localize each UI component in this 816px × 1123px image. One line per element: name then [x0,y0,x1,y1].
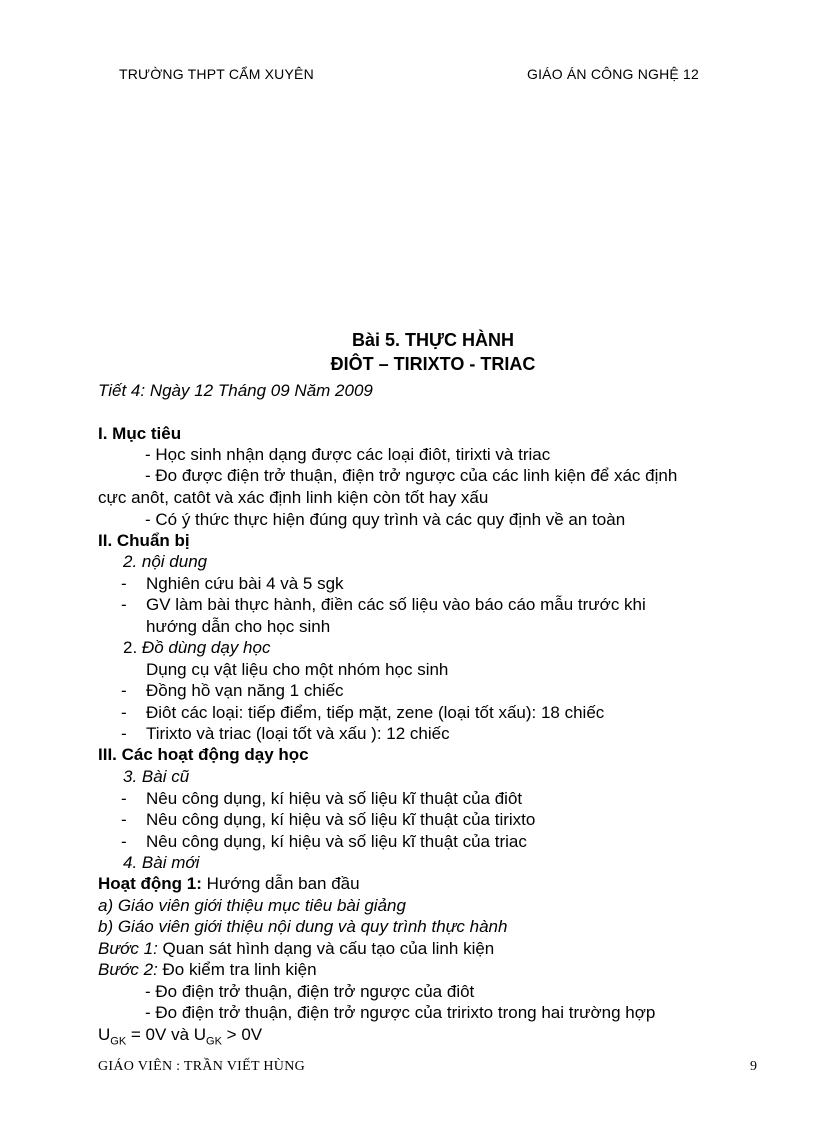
condition-sub1: GK [110,1035,127,1048]
step-2-item: - Đo điện trở thuận, điện trở ngược của điôt [145,982,475,1001]
list-item: Nêu công dụng, kí hiệu và số liệu kĩ thuật của tirixto [146,810,536,829]
activity-1 [98,874,360,894]
list-item: Nêu công dụng, kí hiệu và số liệu kĩ thuật của triac [146,832,527,851]
list-item: Điôt các loại: tiếp điểm, tiếp mặt, zene (loại tốt xấu): 18 chiếc [146,703,605,722]
step-2-label: Bước 2: [98,960,158,979]
new-lesson-heading: 4. Bài mới [123,853,200,872]
condition-u1: U [98,1025,111,1044]
list-item: Nghiên cứu bài 4 và 5 sgk [146,574,344,593]
objective-item-continued: cực anôt, catôt và xác định linh kiện còn tốt hay xấu [98,488,489,507]
condition-mid: = 0V và U [126,1025,207,1044]
preparation-tools-label: Đồ dùng dạy học [141,638,271,657]
section-preparation-heading: II. Chuẩn bị [98,531,190,550]
list-bullet: - [121,810,127,829]
preparation-tools-heading [123,638,270,658]
header-subject: GIÁO ÁN CÔNG NGHỆ 12 [527,66,700,82]
list-bullet: - [121,832,127,851]
list-item: GV làm bài thực hành, điền các số liệu vào báo cáo mẫu trước khi [146,595,646,614]
condition-end: > 0V [221,1025,263,1044]
header-school: TRƯỜNG THPT CẨM XUYÊN [119,66,314,82]
list-bullet: - [121,789,127,808]
objective-item: - Học sinh nhận dạng được các loại điôt, tirixti và triac [145,445,551,464]
preparation-content-heading: 2. nội dung [123,552,208,571]
page-number: 9 [750,1059,757,1074]
lesson-subtitle: ĐIÔT – TIRIXTO - TRIAC [330,354,536,374]
list-bullet: - [121,703,127,722]
step-1-text: Quan sát hình dạng và cấu tạo của linh kiện [157,939,495,958]
activity-1-a: a) Giáo viên giới thiệu mục tiêu bài giảng [98,896,406,915]
voltage-condition [98,1025,262,1051]
step-1-label: Bước 1: [98,939,158,958]
lesson-title: Bài 5. THỰC HÀNH [352,330,514,350]
step-2-text: Đo kiểm tra linh kiện [157,960,317,979]
tools-intro: Dụng cụ vật liệu cho một nhóm học sinh [146,660,449,679]
section-activities-heading: III. Các hoạt động dạy học [98,745,309,764]
activity-1-text: Hướng dẫn ban đầu [201,874,360,893]
list-bullet: - [121,681,127,700]
old-lesson-heading: 3. Bài cũ [123,767,190,786]
list-bullet: - [121,595,127,614]
list-item-continued: hướng dẫn cho học sinh [146,617,331,636]
list-bullet: - [121,574,127,593]
list-item: Đồng hồ vạn năng 1 chiếc [146,681,344,700]
list-bullet: - [121,724,127,743]
condition-sub2: GK [206,1035,222,1048]
activity-1-label: Hoạt động 1: [98,874,202,893]
lesson-date: Tiết 4: Ngày 12 Tháng 09 Năm 2009 [98,381,373,400]
step-1 [98,939,494,959]
activity-1-b: b) Giáo viên giới thiệu nội dung và quy trình thực hành [98,917,508,936]
list-item: Nêu công dụng, kí hiệu và số liệu kĩ thuật của điôt [146,789,523,808]
footer-teacher: GIÁO VIÊN : TRẦN VIẾT HÙNG [98,1059,306,1074]
preparation-tools-number: 2. [123,638,138,657]
objective-item: - Đo được điện trở thuận, điện trở ngược của các linh kiện để xác định [145,466,678,485]
objective-item: - Có ý thức thực hiện đúng quy trình và các quy định về an toàn [145,510,626,529]
list-item: Tirixto và triac (loại tốt và xấu ): 12 chiếc [146,724,450,743]
step-2-item: - Đo điện trở thuận, điện trở ngược của tririxto trong hai trường hợp [145,1003,656,1022]
section-objectives-heading: I. Mục tiêu [98,424,182,443]
step-2 [98,960,317,980]
